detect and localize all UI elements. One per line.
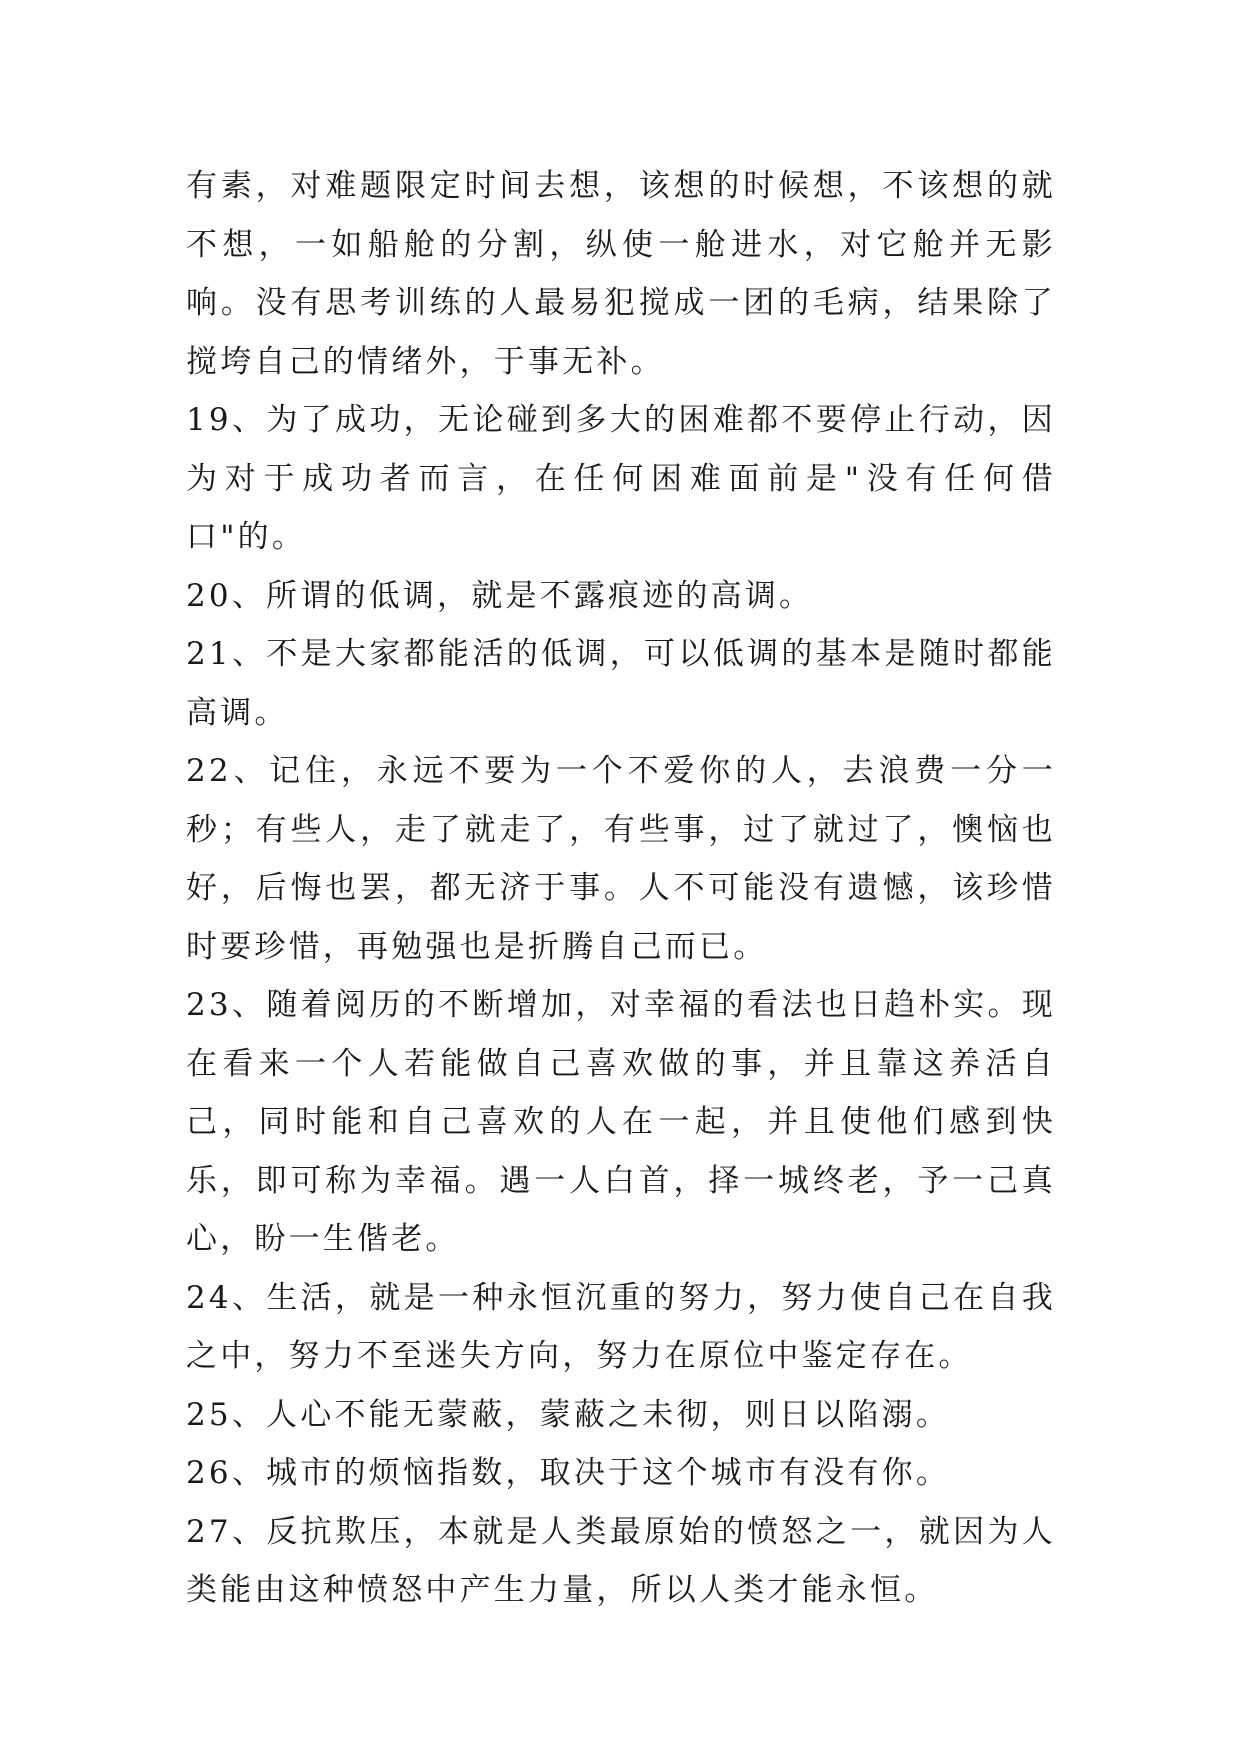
paragraph-22: 22、记住，永远不要为一个不爱你的人，去浪费一分一秒；有些人，走了就走了，有些事，过了就过了，懊恼也好，后悔也罢，都无济于事。人不可能没有遗憾，该珍惜时要珍惜，再勉强也是折腾自己而已。 <box>186 753 1056 965</box>
document-body <box>186 157 1056 1620</box>
paragraph-24: 24、生活，就是一种永恒沉重的努力，努力使自己在自我之中，努力不至迷失方向，努力在原位中鉴定存在。 <box>186 1279 1056 1374</box>
paragraph-19: 19、为了成功，无论碰到多大的困难都不要停止行动，因为对于成功者而言，在任何困难面前是"没有任何借口"的。 <box>186 402 1056 555</box>
paragraph-26: 26、城市的烦恼指数，取决于这个城市有没有你。 <box>186 1455 951 1491</box>
paragraph-21: 21、不是大家都能活的低调，可以低调的基本是随时都能高调。 <box>186 636 1056 731</box>
paragraph-continuation: 有素，对难题限定时间去想，该想的时候想，不该想的就不想，一如船舱的分割，纵使一舱进水，对它舱并无影响。没有思考训练的人最易犯搅成一团的毛病，结果除了搅垮自己的情绪外，于事无补。 <box>186 168 1056 380</box>
paragraph-23: 23、随着阅历的不断增加，对幸福的看法也日趋朴实。现在看来一个人若能做自己喜欢做的事，并且靠这养活自己，同时能和自己喜欢的人在一起，并且使他们感到快乐，即可称为幸福。遇一人白首，择一城终老，予一己真心，盼一生偕老。 <box>186 987 1056 1257</box>
paragraph-20: 20、所谓的低调，就是不露痕迹的高调。 <box>186 577 814 614</box>
paragraph-25: 25、人心不能无蒙蔽，蒙蔽之未彻，则日以陷溺。 <box>186 1396 951 1433</box>
paragraph-27: 27、反抗欺压，本就是人类最原始的愤怒之一，就因为人类能由这种愤怒中产生力量，所以人类才能永恒。 <box>186 1513 1056 1608</box>
